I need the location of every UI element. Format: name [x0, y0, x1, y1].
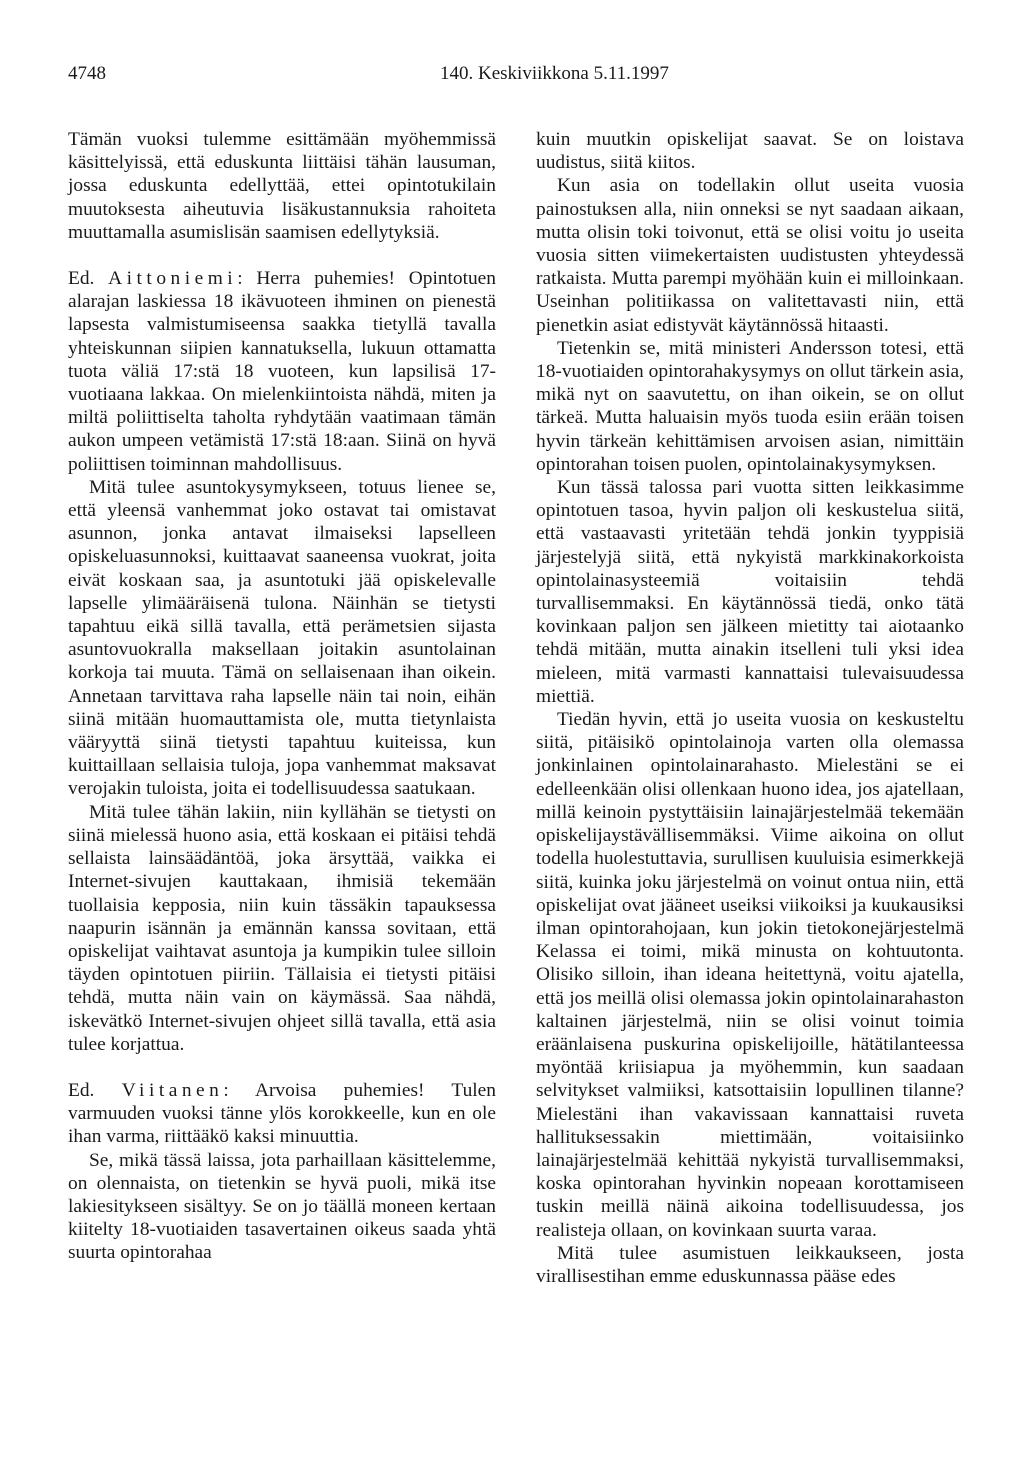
speech-aittoniemi — [68, 267, 496, 476]
page-header — [68, 62, 963, 86]
speech-text: : Arvoisa puhemies! Tulen varmuuden vuoksi tänne ylös korokkeelle, kun en ole ihan varma, riittääkö kaksi minuuttia. — [68, 1079, 496, 1148]
paragraph: kuin muutkin opiskelijat saavat. Se on loistava uudistus, siitä kiitos. — [536, 129, 964, 174]
paragraph: Mitä tulee tähän lakiin, niin kyllähän se tietysti on siinä mielessä huono asia, että koskaan ei pitäisi tehdä sellaista lainsäädäntöä, joka ärsyttää, vaikka ei Internet-sivujen kauttakaan, ihmisiä tekemään tuollaisia kepposia, niin kuin tässäkin tapauksessa naapurin isännän ja emännän kanssa sovitaan, että opiskelijat vaihtavat asuntoja ja kumpikin tulee silloin täyden opintotuen piiriin. Tällaisia ei tietysti pitäisi tehdä, mutta näin vain on käymässä. Saa nähdä, iskevätkö Internet-sivujen ohjeet sillä tavalla, että asia tulee korjattua. — [68, 801, 496, 1055]
paragraph: Se, mikä tässä laissa, jota parhaillaan käsittelemme, on olennaista, on tietenkin se hyvä puoli, mikä itse lakiesitykseen sisältyy. Se on jo täällä moneen kertaan kiitelty 18-vuotiaiden tasavertainen oikeus saada yhtä suurta opintorahaa — [68, 1149, 496, 1264]
paragraph: Tiedän hyvin, että jo useita vuosia on keskusteltu siitä, pitäisikö opintolainoja varten olla olemassa jonkinlainen opintolainarahasto. Mielestäni se ei edelleenkään olisi ollenkaan huono idea, jos ajatellaan, millä keinoin pystyttäisiin lainajärjestelmää tekemään opiskelijaystävällisemmäksi. Viime aikoina on ollut todella huolestuttavia, surullisen kuuluisia esimerkkejä siitä, kuinka joku järjestelmä on voinut ontua niin, että opiskelijat ovat jääneet useiksi viikoiksi ja kuukausiksi ilman opintorahojaan, kun jokin tietokonejärjestelmä Kelassa ei toimi, mikä minusta on kohtuutonta. Olisiko silloin, ihan ideana heitettynä, voitu ajatella, että jos meillä olisi olemassa jokin opintolainarahaston kaltainen järjestelmä, niin se olisi voinut toimia eräänlaisena puskurina opiskelijoille, hätätilanteessa myöntää kriisiapua ja myöhemmin, kun saadaan selvitykset valmiiksi, katsottaisiin lopullinen tilanne? Mielestäni ihan vakavissaan kannattaisi ruveta hallituksessakin miettimään, voitaisiinko lainajärjestelmää kehittää nykyistä turvallisemmaksi, koska opintorahan hyvinkin nopeaan korottamiseen tuskin meillä näinä aikoina todellisuudessa, jos realisteja ollaan, on kovinkaan suurta varaa. — [536, 709, 964, 1241]
right-column — [536, 128, 964, 1288]
left-column — [68, 128, 496, 1265]
paragraph: Mitä tulee asumistuen leikkaukseen, josta virallisestihan emme eduskunnassa pääse edes — [536, 1242, 964, 1287]
paragraph: Kun tässä talossa pari vuotta sitten leikkasimme opintotuen tasoa, hyvin paljon oli keskustelua siitä, että vastaavasti yritetään tehdä jonkin tyyppisiä järjestelyjä siitä, että nykyistä markkinakorkoista opintolainasysteemiä voitaisiin tehdä turvallisemmaksi. En käytännössä tiedä, onko tätä kovinkaan paljon sen jälkeen mietitty tai aiotaanko tehdä mitään, mutta ainakin itselleni tuli yksi idea mieleen, mitä varmasti kannattaisi tulevaisuudessa miettiä. — [536, 477, 964, 707]
paragraph: Kun asia on todellakin ollut useita vuosia painostuksen alla, niin onneksi se nyt saadaan aikaan, mutta olisin toki toivonut, että se olisi voitu jo useita vuosia sitten viimekertaisten uudistusten yhteydessä ratkaista. Mutta parempi myöhään kuin ei milloinkaan. Useinhan politiikassa on valitettavasti niin, että pienetkin asiat edistyvät käytännössä hitaasti. — [536, 175, 964, 336]
speech-prefix: Ed. — [68, 1079, 95, 1101]
page-number: 4748 — [68, 63, 106, 84]
speaker-name: Aittoniemi — [108, 268, 238, 290]
paragraph: Tämän vuoksi tulemme esittämään myöhemmissä käsittelyissä, että eduskunta liittäisi tähän lausuman, jossa eduskunta edellyttää, ettei opintotukilain muutoksesta aiheutuvia lisäkustannuksia rahoiteta muuttamalla asumislisän saamisen edellytyksiä. — [68, 129, 496, 243]
speech-text: : Herra puhemies! Opintotuen alarajan laskiessa 18 ikävuoteen ihminen on pienestä lapsesta valmistumiseensa saakka tietyllä tavalla yhteiskunnan siipien kannatuksella, lukuun ottamatta tuota väliä 17:stä 18 vuoteen, kun lapsilisä 17-vuotiaana lakkaa. On mielenkiintoista nähdä, miten ja miltä poliittiselta taholta ryhdytään vaatimaan tämän aukon umpeen vetämistä 17:stä 18:aan. Siinä on hyvä poliittisen toiminnan mahdollisuus. — [68, 268, 496, 475]
session-info: 140. Keskiviikkona 5.11.1997 — [440, 63, 669, 84]
speech-prefix: Ed. — [68, 268, 95, 290]
paragraph: Mitä tulee asuntokysymykseen, totuus lienee se, että yleensä vanhemmat joko ostavat tai omistavat asunnon, jonka antavat ilmaiseksi lapselleen opiskeluasunnoksi, kuittaavat saaneensa vuokrat, joita eivät koskaan saa, ja asuntotuki jää opiskelevalle lapselle ylimääräisenä tulona. Näinhän se tietysti tapahtuu eikä sillä tavalla, että perämetsien sijasta asuntovuokralla maksellaan joitakin asuntolainan korkoja tai muuta. Tämä on sellaisenaan ihan oikein. Annetaan tarvittava raha lapselle näin tai noin, eihän siinä mitään huomauttamista ole, mutta tietynlaista vääryyttä siinä tietysti tapahtuu kuiteissa, kun kuittaillaan sellaisia tuloja, jopa vanhemmat maksavat verojakin tuloista, joita ei todellisuudessa saatukaan. — [68, 476, 496, 800]
paragraph: Tietenkin se, mitä ministeri Andersson totesi, että 18-vuotiaiden opintorahakysymys on ollut tärkein asia, mikä nyt on saavutettu, on ihan oikein, se on ollut tärkeä. Mutta haluaisin myös tuoda esiin erään toisen hyvin tärkeän kehittämisen arvoisen asian, nimittäin opintorahan toisen puolen, opintolainakysymyksen. — [536, 337, 964, 475]
speaker-name: Viitanen — [121, 1079, 224, 1101]
speech-viitanen — [68, 1079, 496, 1149]
